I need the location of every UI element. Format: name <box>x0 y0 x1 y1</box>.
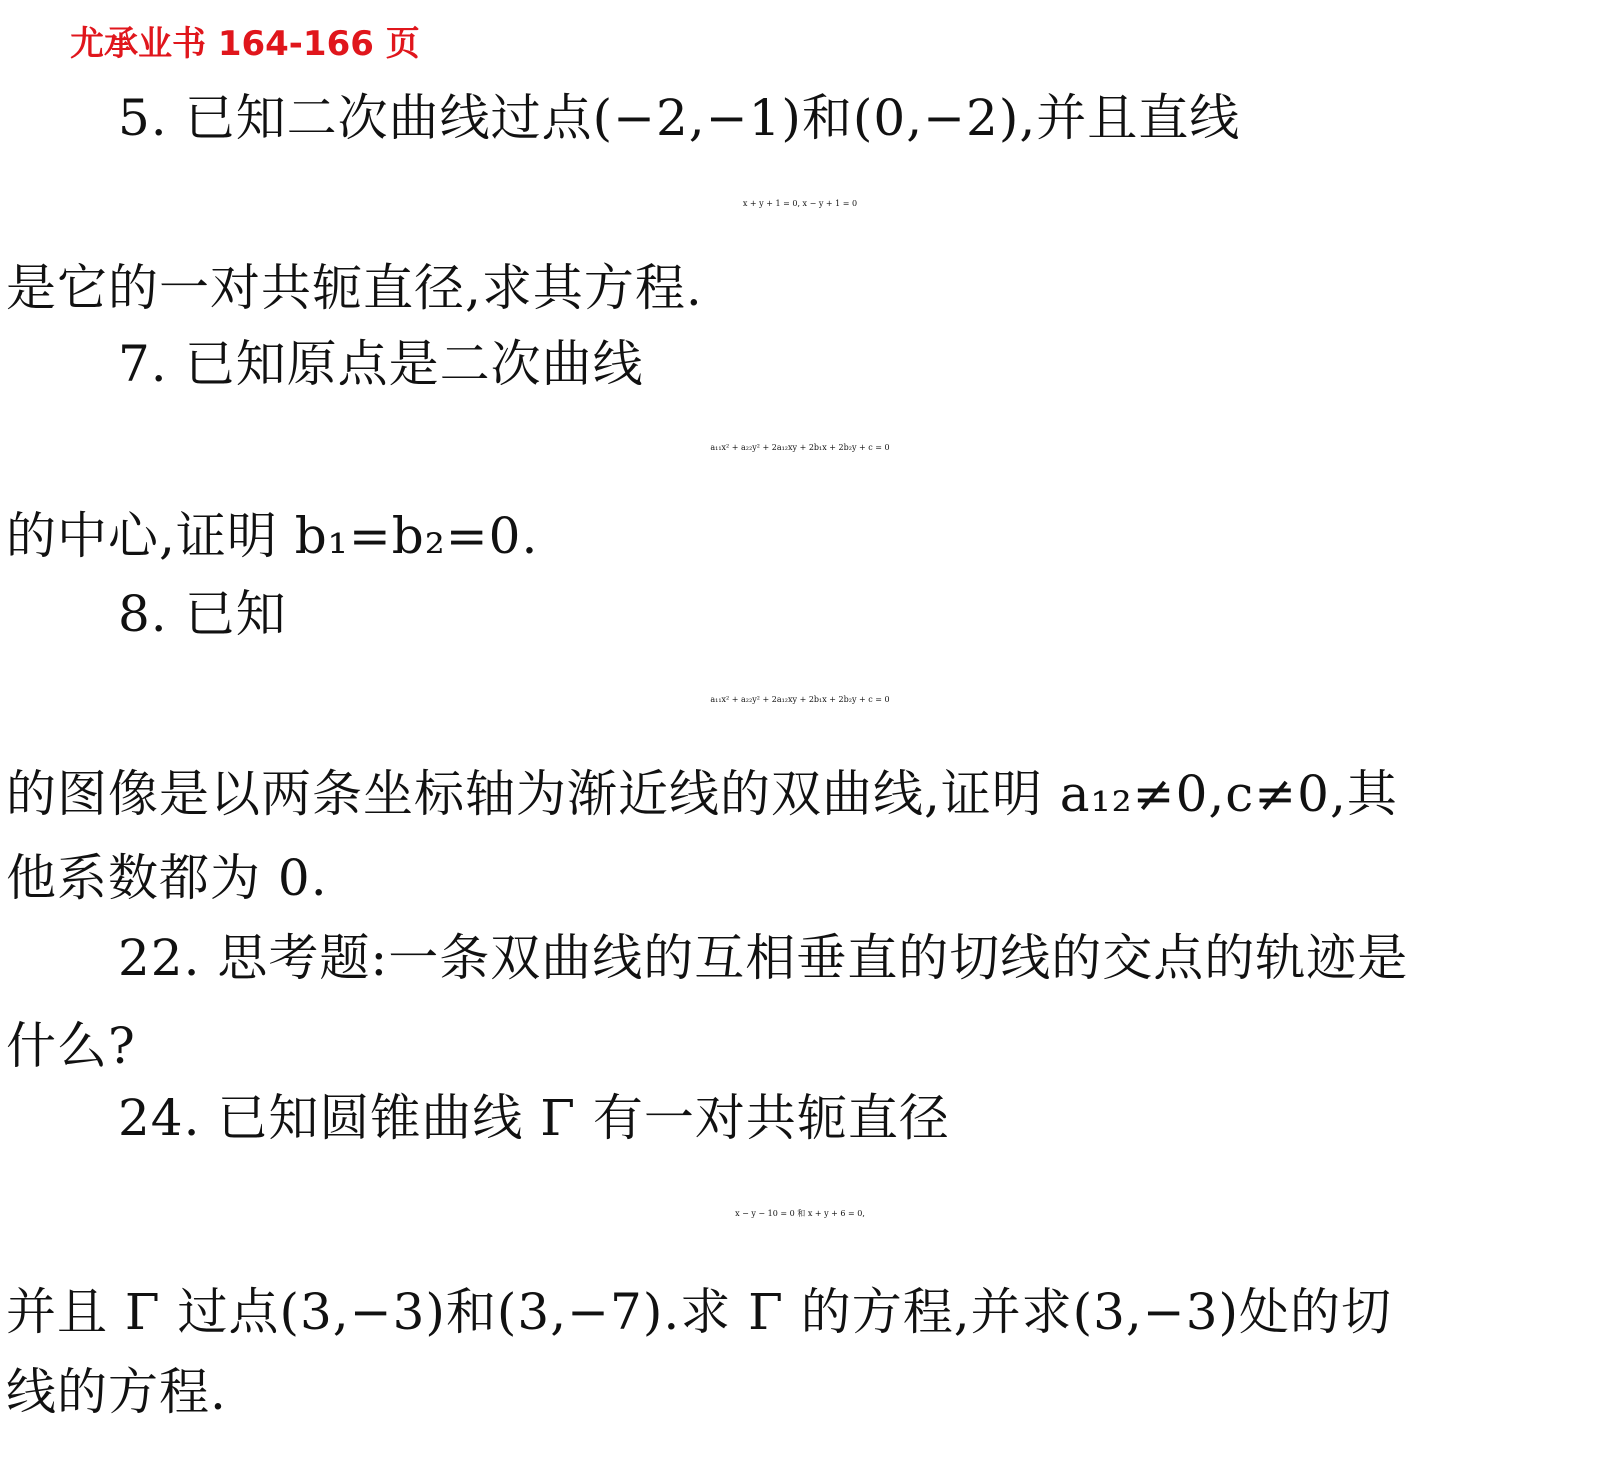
problem-5-continuation: 是它的一对共轭直径,求其方程. <box>6 259 703 317</box>
problem-7-statement: 7. 已知原点是二次曲线 <box>118 335 644 393</box>
problem-5-formula: x + y + 1 = 0, x − y + 1 = 0 <box>742 199 858 208</box>
problem-7-continuation: 的中心,证明 b₁=b₂=0. <box>6 507 539 565</box>
problem-8-statement: 8. 已知 <box>118 585 287 643</box>
problem-8-formula: a₁₁x² + a₂₂y² + 2a₁₂xy + 2b₁x + 2b₂y + c = 0 <box>710 695 890 704</box>
problem-24-formula: x − y − 10 = 0 和 x + y + 6 = 0, <box>735 1209 865 1218</box>
page-reference-note: 尤承业书 164-166 页 <box>70 24 420 64</box>
problem-8-continuation: 的图像是以两条坐标轴为渐近线的双曲线,证明 a₁₂≠0,c≠0,其 <box>6 765 1398 823</box>
problem-22-statement: 22. 思考题:一条双曲线的互相垂直的切线的交点的轨迹是 <box>118 929 1409 987</box>
problem-8-continuation-2: 他系数都为 0. <box>6 849 328 907</box>
problem-5-statement: 5. 已知二次曲线过点(−2,−1)和(0,−2),并且直线 <box>118 89 1241 147</box>
problem-24-statement: 24. 已知圆锥曲线 Γ 有一对共轭直径 <box>118 1089 950 1147</box>
problem-7-formula: a₁₁x² + a₂₂y² + 2a₁₂xy + 2b₁x + 2b₂y + c = 0 <box>710 443 890 452</box>
problem-22-continuation: 什么? <box>6 1017 136 1075</box>
problem-24-continuation-2: 线的方程. <box>6 1363 227 1421</box>
problem-24-continuation: 并且 Γ 过点(3,−3)和(3,−7).求 Γ 的方程,并求(3,−3)处的切 <box>6 1283 1393 1341</box>
